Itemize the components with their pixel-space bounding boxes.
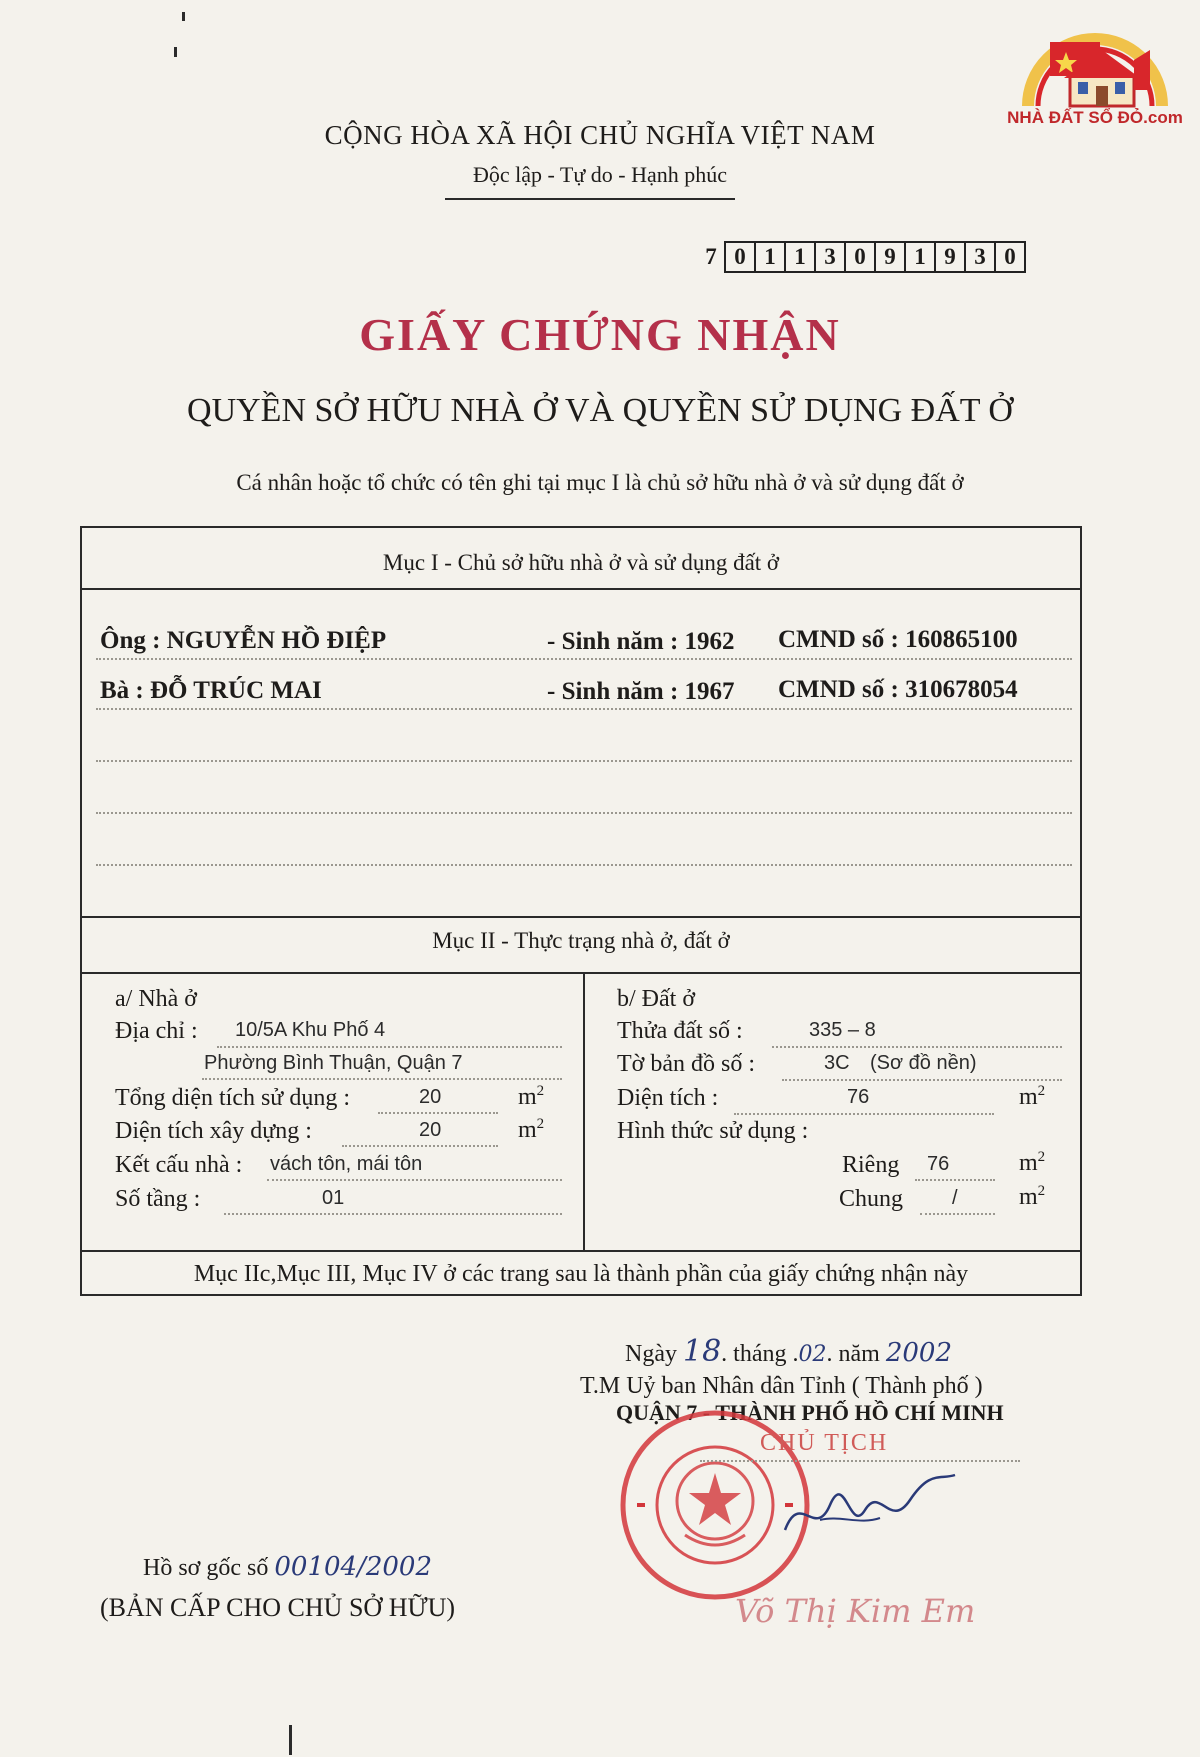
file-number xyxy=(143,1552,432,1582)
dotted-line xyxy=(96,812,1072,814)
signer-name: Võ Thị Kim Em xyxy=(735,1592,976,1630)
month-label: . tháng . xyxy=(721,1341,799,1367)
shared-unit: $m^2$ xyxy=(1019,1183,1046,1210)
date-month: 02 xyxy=(798,1342,827,1367)
column-divider xyxy=(583,972,585,1250)
unit-text: m xyxy=(1019,1184,1038,1210)
dotted-line xyxy=(920,1213,995,1215)
owner-2-name: Bà : ĐỖ TRÚC MAI xyxy=(100,677,322,704)
serial-digit: 3 xyxy=(814,243,844,271)
unit-text: m xyxy=(518,1117,537,1143)
certificate-subtitle: QUYỀN SỞ HỮU NHÀ Ở VÀ QUYỀN SỬ DỤNG ĐẤT Ở xyxy=(187,392,1013,429)
build-area-label: Diện tích xây dựng : xyxy=(115,1118,312,1144)
dotted-line xyxy=(342,1145,498,1147)
total-area-value: 20 xyxy=(419,1086,442,1108)
dotted-line xyxy=(782,1079,1062,1081)
divider xyxy=(82,916,1080,918)
motto-underline xyxy=(445,198,735,200)
private-unit: $m^2$ xyxy=(1019,1149,1046,1176)
certificate-table xyxy=(80,526,1082,1296)
paper-speck xyxy=(289,1725,292,1755)
serial-digit: 1 xyxy=(754,243,784,271)
dotted-line xyxy=(96,658,1072,660)
private-label: Riêng xyxy=(842,1152,900,1178)
divider xyxy=(82,972,1080,974)
section-2-title: Mục II - Thực trạng nhà ở, đất ở xyxy=(432,928,730,953)
plot-value: 335 – 8 xyxy=(809,1019,876,1041)
plot-label: Thửa đất số : xyxy=(617,1018,743,1044)
paper-speck xyxy=(174,47,177,57)
date-prefix: Ngày xyxy=(625,1341,677,1367)
serial-digit: 0 xyxy=(844,243,874,271)
unit-text: m xyxy=(518,1084,537,1110)
dotted-line xyxy=(772,1046,1062,1048)
serial-digit: 3 xyxy=(964,243,994,271)
signature-scribble-icon xyxy=(780,1470,960,1550)
structure-label: Kết cấu nhà : xyxy=(115,1152,243,1178)
issue-date xyxy=(625,1334,952,1369)
dotted-line xyxy=(915,1179,995,1181)
serial-digit: 9 xyxy=(874,243,904,271)
date-day: 18 xyxy=(682,1334,722,1369)
section-1-title: Mục I - Chủ sở hữu nhà ở và sử dụng đất ở xyxy=(382,550,780,575)
build-area-unit: $m^2$ xyxy=(518,1116,545,1143)
dotted-line xyxy=(96,864,1072,866)
dotted-line xyxy=(202,1078,562,1080)
chairman-title: CHỦ TỊCH xyxy=(760,1430,889,1456)
district-line: QUẬN 7 - THÀNH PHỐ HỒ CHÍ MINH xyxy=(616,1400,1004,1425)
dotted-line xyxy=(700,1460,1020,1462)
dotted-line xyxy=(267,1179,562,1181)
dotted-line xyxy=(224,1213,562,1215)
unit-text: m xyxy=(1019,1150,1038,1176)
serial-number xyxy=(698,241,1026,273)
address-line-2: Phường Bình Thuận, Quận 7 xyxy=(204,1052,463,1074)
land-area-unit: $m^2$ xyxy=(1019,1083,1046,1110)
owner-2-id: CMND số : 310678054 xyxy=(778,676,1018,703)
serial-digit: 1 xyxy=(784,243,814,271)
land-heading: b/ Đất ở xyxy=(617,986,696,1012)
address-line-1: 10/5A Khu Phố 4 xyxy=(235,1019,386,1041)
map-label: Tờ bản đồ số : xyxy=(617,1051,756,1077)
table-footer-note: Mục IIc,Mục III, Mục IV ở các trang sau là thành phần của giấy chứng nhận này xyxy=(193,1261,969,1287)
house-heading: a/ Nhà ở xyxy=(115,986,197,1012)
divider xyxy=(82,588,1080,590)
republic-heading: CỘNG HÒA XÃ HỘI CHỦ NGHĨA VIỆT NAM xyxy=(324,120,876,150)
map-note: (Sơ đồ nền) xyxy=(870,1052,977,1074)
serial-digit: 9 xyxy=(934,243,964,271)
owner-2-birth: - Sinh năm : 1967 xyxy=(547,678,735,705)
committee-line: T.M Uỷ ban Nhân dân Tỉnh ( Thành phố ) xyxy=(580,1373,983,1399)
divider xyxy=(82,1250,1080,1252)
dotted-line xyxy=(734,1113,994,1115)
date-year: 2002 xyxy=(885,1338,952,1368)
shared-value: / xyxy=(952,1187,958,1209)
serial-digit: 1 xyxy=(904,243,934,271)
usage-label: Hình thức sử dụng : xyxy=(617,1118,809,1144)
dotted-line xyxy=(96,708,1072,710)
serial-first-digit: 7 xyxy=(705,244,717,269)
total-area-unit: $m^2$ xyxy=(518,1083,545,1110)
land-area-value: 76 xyxy=(847,1086,870,1108)
motto: Độc lập - Tự do - Hạnh phúc xyxy=(472,162,728,187)
handwritten-signature xyxy=(780,1470,960,1550)
certificate-title: GIẤY CHỨNG NHẬN xyxy=(359,309,841,360)
file-number-value: 00104/2002 xyxy=(274,1552,432,1582)
floors-label: Số tầng : xyxy=(115,1186,201,1212)
shared-label: Chung xyxy=(839,1186,904,1212)
serial-boxes xyxy=(724,241,1026,273)
logo-text: NHÀ ĐẤT SỔ ĐỎ.com xyxy=(1007,108,1183,127)
intro-text: Cá nhân hoặc tổ chức có tên ghi tại mục I là chủ sở hữu nhà ở và sử dụng đất ở xyxy=(236,470,964,495)
floors-value: 01 xyxy=(322,1187,345,1209)
copy-note: (BẢN CẤP CHO CHỦ SỞ HỮU) xyxy=(100,1593,456,1622)
total-area-label: Tổng diện tích sử dụng : xyxy=(115,1085,350,1111)
house-flag-icon xyxy=(1000,20,1190,110)
land-area-label: Diện tích : xyxy=(617,1085,719,1111)
file-number-label: Hồ sơ gốc số xyxy=(143,1555,269,1581)
private-value: 76 xyxy=(927,1153,950,1175)
structure-value: vách tôn, mái tôn xyxy=(270,1153,423,1175)
paper-speck xyxy=(182,12,185,21)
dotted-line xyxy=(378,1112,498,1114)
map-value: 3C xyxy=(824,1052,850,1074)
unit-text: m xyxy=(1019,1084,1038,1110)
year-label: . năm xyxy=(826,1341,880,1367)
dotted-line xyxy=(96,760,1072,762)
owner-1-birth: - Sinh năm : 1962 xyxy=(547,628,735,655)
serial-digit: 0 xyxy=(734,244,746,269)
dotted-line xyxy=(217,1046,562,1048)
owner-1-name: Ông : NGUYỄN HỒ ĐIỆP xyxy=(100,627,387,654)
owner-1-id: CMND số : 160865100 xyxy=(778,626,1018,653)
build-area-value: 20 xyxy=(419,1119,442,1141)
address-label: Địa chỉ : xyxy=(115,1018,198,1044)
serial-digit: 0 xyxy=(994,243,1024,271)
